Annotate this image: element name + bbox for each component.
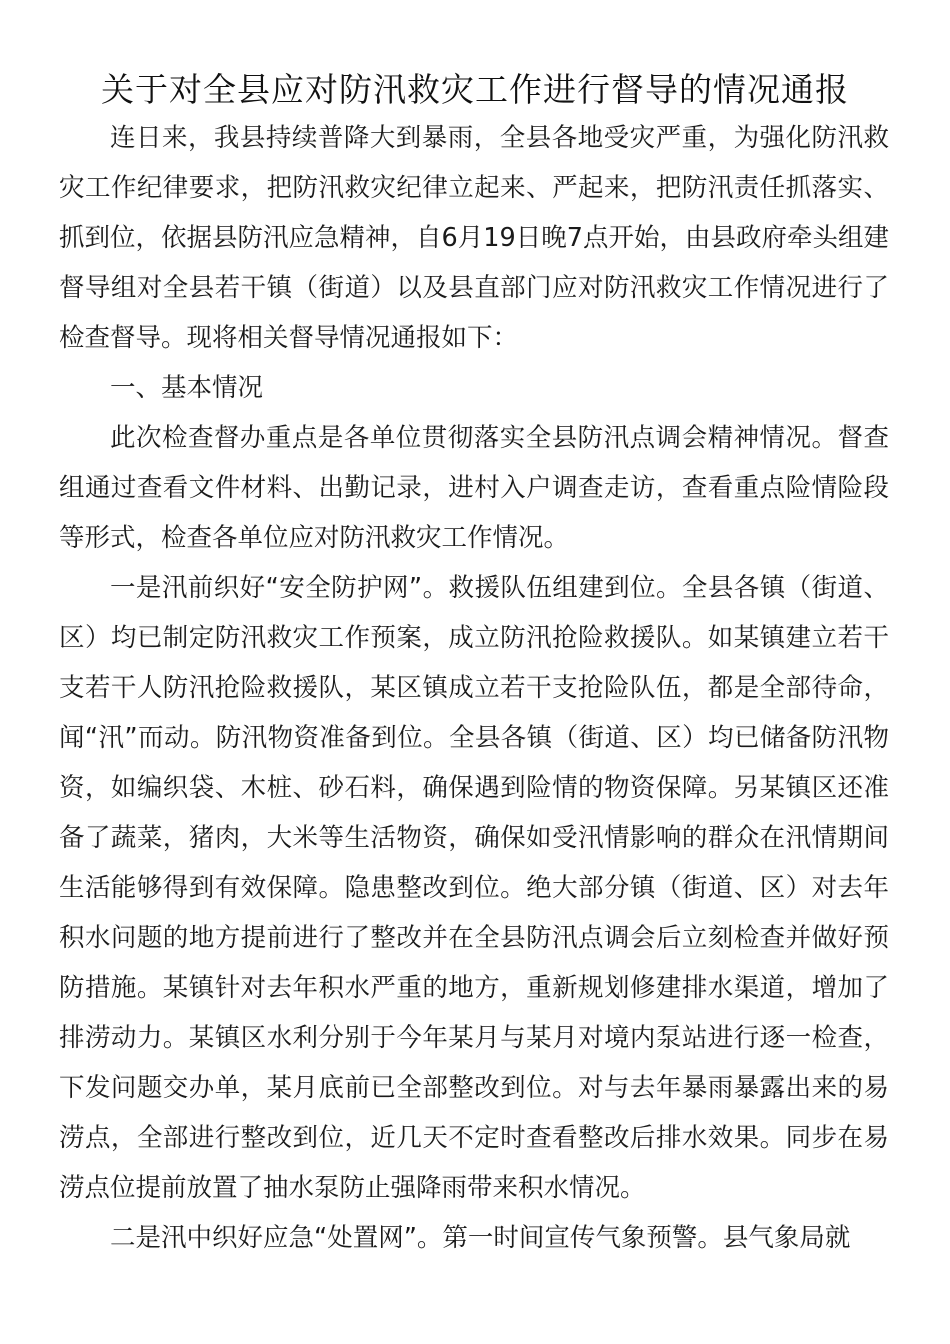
document-title: 关于对全县应对防汛救灾工作进行督导的情况通报 [101,70,849,109]
paragraph-inspection-focus: 此次检查督办重点是各单位贯彻落实全县防汛点调会精神情况。督查组通过查看文件材料、出勤记录，进村入户调查走访，查看重点险情险段等形式，检查各单位应对防汛救灾工作情况。 [59,423,889,553]
paragraph-intro: 连日来，我县持续普降大到暴雨，全县各地受灾严重，为强化防汛救灾工作纪律要求，把防汛救灾纪律立起来、严起来，把防汛责任抓落实、抓到位，依据县防汛应急精神，自6月19日晚7点开始，由县政府牵头组建督导组对全县若干镇（街道）以及县直部门应对防汛救灾工作情况进行了检查督导。现将相关督导情况通报如下： [59,123,889,353]
document-body [59,113,889,1263]
section-heading-basic-situation: 一、基本情况 [110,373,264,403]
paragraph-pre-flood-safety-net: 一是汛前织好“安全防护网”。救援队伍组建到位。全县各镇（街道、区）均已制定防汛救灾工作预案，成立防汛抢险救援队。如某镇建立若干支若干人防汛抢险救援队，某区镇成立若干支抢险队伍，都是全部待命，闻“汛”而动。防汛物资准备到位。全县各镇（街道、区）均已储备防汛物资，如编织袋、木桩、砂石料，确保遇到险情的物资保障。另某镇区还准备了蔬菜，猪肉，大米等生活物资，确保如受汛情影响的群众在汛情期间生活能够得到有效保障。隐患整改到位。绝大部分镇（街道、区）对去年积水问题的地方提前进行了整改并在全县防汛点调会后立刻检查并做好预防措施。某镇针对去年积水严重的地方，重新规划修建排水渠道，增加了排涝动力。某镇区水利分别于今年某月与某月对境内泵站进行逐一检查，下发问题交办单，某月底前已全部整改到位。对与去年暴雨暴露出来的易涝点，全部进行整改到位，近几天不定时查看整改后排水效果。同步在易涝点位提前放置了抽水泵防止强降雨带来积水情况。 [59,573,889,1203]
paragraph-mid-flood-response-net: 二是汛中织好应急“处置网”。第一时间宣传气象预警。县气象局就 [110,1223,851,1253]
